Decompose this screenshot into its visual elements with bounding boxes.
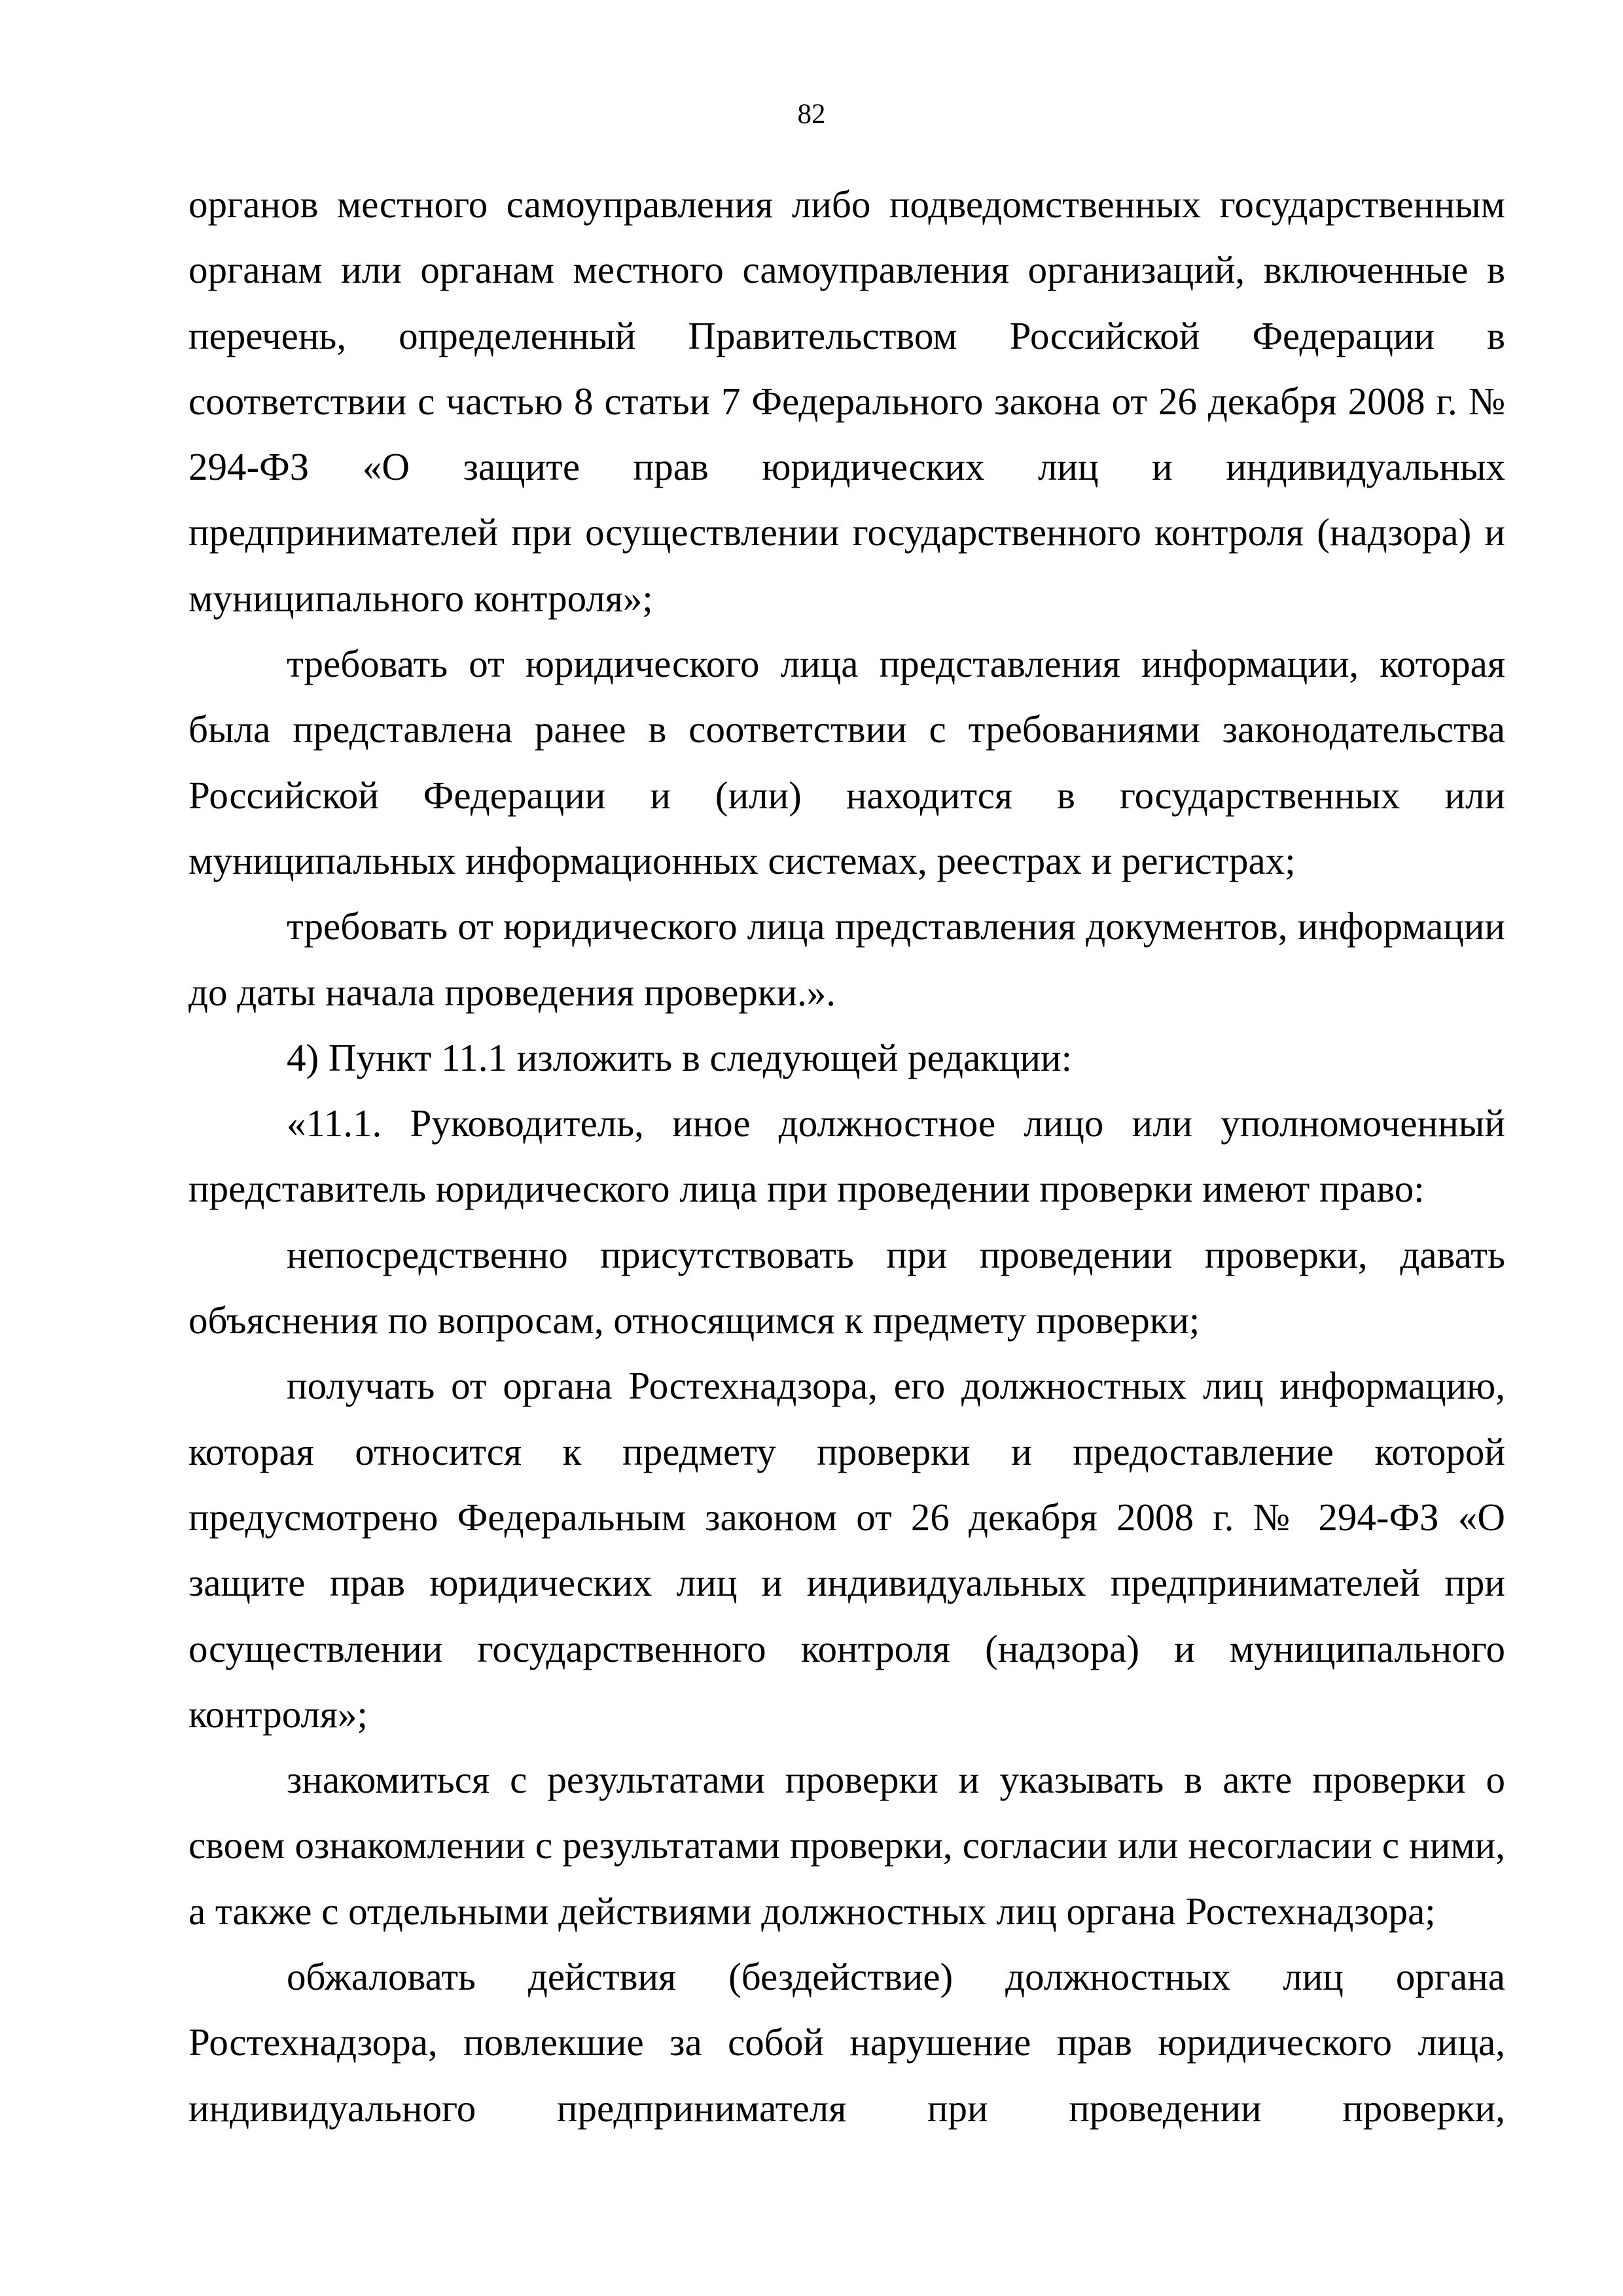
paragraph-require-documents: требовать от юридического лица представления документов, информации до даты начала проведения проверки.». bbox=[188, 905, 1505, 1014]
paragraph-appeal-actions: обжаловать действия (бездействие) должностных лиц органа Ростехнадзора, повлекшие за собой нарушение прав юридического лица, индивидуального предпринимателя при проведении проверки, bbox=[188, 1955, 1505, 2130]
page-number: 82 bbox=[797, 99, 826, 130]
paragraph-amendment-heading: 4) Пункт 11.1 изложить в следующей редакции: bbox=[287, 1035, 1073, 1079]
paragraph-clause-11-1: «11.1. Руководитель, иное должностное лицо или уполномоченный представитель юридического лица при проведении проверки имеют право: bbox=[188, 1102, 1505, 1211]
paragraph-continuation: органов местного самоуправления либо подведомственных государственным органам или органам местного самоуправления организаций, включенные в перечень, определенный Правительством Российской Федерации в соответствии с частью 8 статьи 7 Федерального закона от 26 декабря 2008 г. № 294-ФЗ «О защите прав юридических лиц и индивидуальных предпринимателей при осуществлении государственного контроля (надзора) и муниципального контроля»; bbox=[188, 183, 1505, 620]
paragraph-attend-inspection: непосредственно присутствовать при проведении проверки, давать объяснения по вопросам, относящимся к предмету проверки; bbox=[188, 1232, 1505, 1342]
document-body bbox=[188, 171, 1505, 2141]
paragraph-review-results: знакомиться с результатами проверки и указывать в акте проверки о своем ознакомлении с результатами проверки, согласии или несогласии с ними, а также с отдельными действиями должностных лиц органа Ростехнадзора; bbox=[188, 1758, 1505, 1933]
paragraph-receive-information: получать от органа Ростехнадзора, его должностных лиц информацию, которая относится к предмету проверки и предоставление которой предусмотрено Федеральным законом от 26 декабря 2008 г. № 294-ФЗ «О защите прав юридических лиц и индивидуальных предпринимателей при осуществлении государственного контроля (надзора) и муниципального контроля»; bbox=[188, 1364, 1505, 1736]
paragraph-require-information: требовать от юридического лица представления информации, которая была представлена ранее в соответствии с требованиями законодательства Российской Федерации и (или) находится в государственных или муниципальных информационных системах, реестрах и регистрах; bbox=[188, 642, 1505, 882]
